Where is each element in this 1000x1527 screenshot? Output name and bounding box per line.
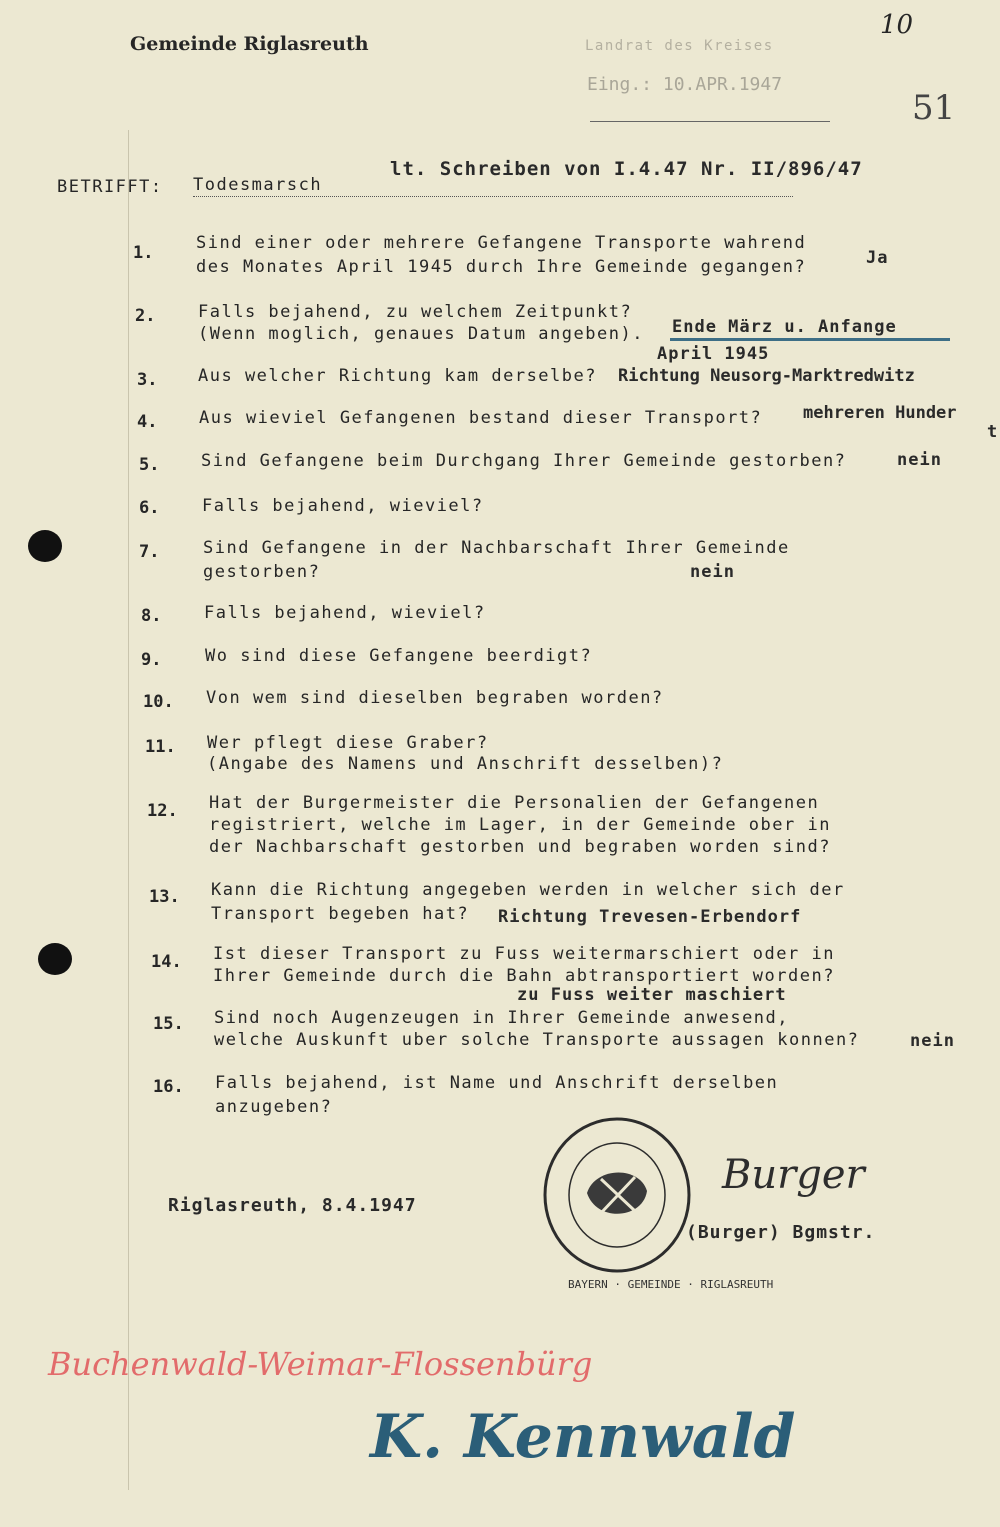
answer-text: nein — [910, 1031, 955, 1051]
question-number: 12. — [147, 801, 178, 821]
subject-rule — [193, 196, 793, 197]
question-text: (Wenn moglich, genaues Datum angeben). — [198, 324, 644, 344]
question-number: 4. — [137, 412, 158, 432]
question-text: Ist dieser Transport zu Fuss weitermarschiert oder in — [213, 944, 835, 964]
question-text: registriert, welche im Lager, in der Gemeinde ober in — [209, 815, 831, 835]
question-text: Falls bejahend, wieviel? — [202, 496, 484, 516]
question-number: 15. — [153, 1014, 184, 1034]
answer-text: April 1945 — [657, 344, 770, 364]
question-text: Falls bejahend, zu welchem Zeitpunkt? — [198, 302, 633, 322]
answer-text: Richtung Trevesen-Erbendorf — [498, 907, 802, 927]
question-number: 2. — [135, 306, 156, 326]
punch-hole — [38, 943, 72, 975]
answer-text: Richtung Neusorg-Marktredwitz — [618, 366, 915, 386]
question-number: 16. — [153, 1077, 184, 1097]
municipality-heading: Gemeinde Riglasreuth — [130, 33, 369, 55]
subject-reference: lt. Schreiben von I.4.47 Nr. II/896/47 — [390, 158, 863, 180]
question-text: Ihrer Gemeinde durch die Bahn abtransportiert worden? — [213, 966, 835, 986]
answer-text: t — [987, 422, 999, 442]
seal-text: BAYERN · GEMEINDE · RIGLASREUTH — [568, 1278, 774, 1291]
question-text: (Angabe des Namens und Anschrift desselben)? — [207, 754, 724, 774]
question-text: Wer pflegt diese Graber? — [207, 733, 489, 753]
answer-underline — [670, 338, 950, 341]
answer-text: zu Fuss weiter maschiert — [517, 985, 787, 1005]
question-number: 6. — [139, 498, 160, 518]
question-text: Aus welcher Richtung kam derselbe? — [198, 366, 597, 386]
question-number: 14. — [151, 952, 182, 972]
question-text: Von wem sind dieselben begraben worden? — [206, 688, 664, 708]
answer-text: nein — [690, 562, 735, 582]
stamp-rule — [590, 121, 830, 122]
question-number: 9. — [141, 650, 162, 670]
question-text: Sind Gefangene in der Nachbarschaft Ihrer Gemeinde — [203, 538, 790, 558]
question-number: 11. — [145, 737, 176, 757]
question-text: Sind Gefangene beim Durchgang Ihrer Gemeinde gestorben? — [201, 451, 847, 471]
question-text: Transport begeben hat? — [211, 904, 470, 924]
question-number: 1. — [133, 243, 154, 263]
answer-text: Ende März u. Anfange — [672, 317, 897, 337]
receipt-stamp-date: Eing.: 10.APR.1947 — [587, 74, 783, 95]
fold-line — [128, 130, 129, 1490]
municipal-seal — [543, 1115, 693, 1275]
question-number: 13. — [149, 887, 180, 907]
place-date: Riglasreuth, 8.4.1947 — [168, 1195, 417, 1216]
mayor-signature: Burger — [722, 1152, 865, 1198]
file-number: 51 — [912, 88, 956, 128]
red-handwritten-note: Buchenwald-Weimar-Flossenbürg — [48, 1345, 593, 1383]
question-text: Sind einer oder mehrere Gefangene Transporte wahrend — [196, 233, 807, 253]
question-number: 8. — [141, 606, 162, 626]
answer-text: mehreren Hunder — [803, 403, 957, 423]
question-text: Hat der Burgermeister die Personalien der Gefangenen — [209, 793, 820, 813]
question-text: der Nachbarschaft gestorben und begraben worden sind? — [209, 837, 831, 857]
question-number: 7. — [139, 542, 160, 562]
question-number: 3. — [137, 370, 158, 390]
question-text: Falls bejahend, wieviel? — [204, 603, 486, 623]
question-text: Sind noch Augenzeugen in Ihrer Gemeinde anwesend, — [214, 1008, 790, 1028]
question-number: 10. — [143, 692, 174, 712]
question-text: Kann die Richtung angegeben werden in welcher sich der — [211, 880, 845, 900]
answer-text: Ja — [866, 248, 889, 268]
signer-name: (Burger) Bgmstr. — [686, 1222, 876, 1243]
question-text: Wo sind diese Gefangene beerdigt? — [205, 646, 593, 666]
blue-handwritten-note: K. Kennwald — [370, 1402, 796, 1472]
page-number: 10 — [880, 10, 914, 40]
question-text: welche Auskunft uber solche Transporte aussagen konnen? — [214, 1030, 860, 1050]
question-number: 5. — [139, 455, 160, 475]
question-text: gestorben? — [203, 562, 321, 582]
receipt-stamp-line1: Landrat des Kreises — [585, 38, 774, 54]
subject-value: Todesmarsch — [193, 175, 323, 195]
question-text: anzugeben? — [215, 1097, 333, 1117]
question-text: des Monates April 1945 durch Ihre Gemeinde gegangen? — [196, 257, 807, 277]
punch-hole — [28, 530, 62, 562]
question-text: Aus wieviel Gefangenen bestand dieser Transport? — [199, 408, 763, 428]
subject-label: BETRIFFT: — [57, 177, 163, 197]
question-text: Falls bejahend, ist Name und Anschrift derselben — [215, 1073, 779, 1093]
answer-text: nein — [897, 450, 942, 470]
